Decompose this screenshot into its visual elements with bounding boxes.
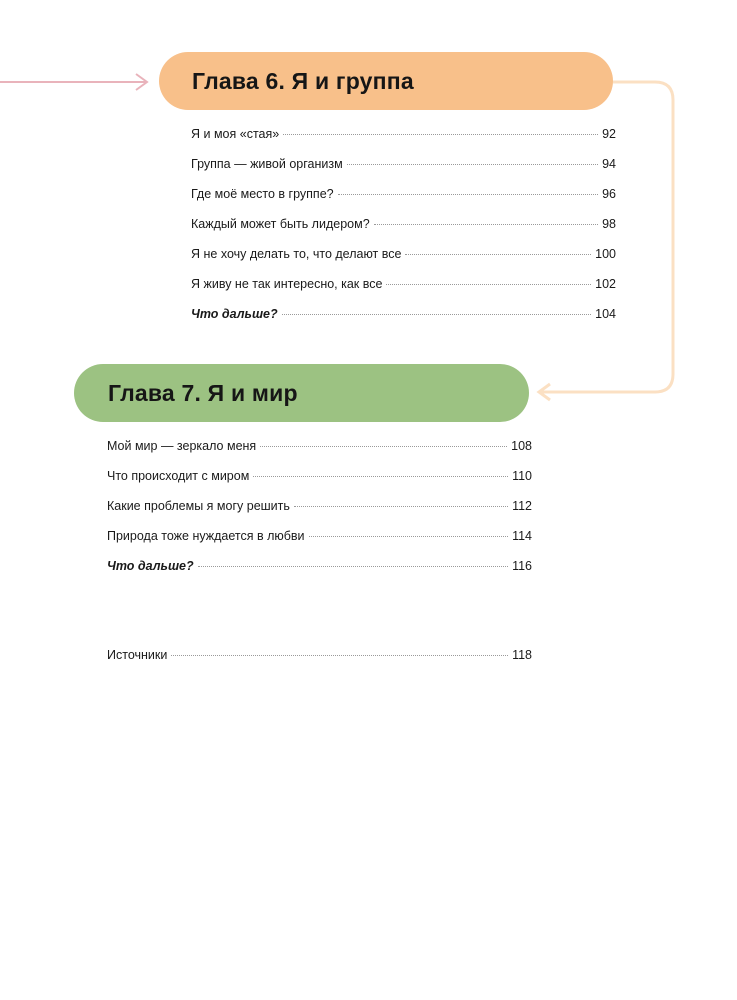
chapter-7-title: Глава 7. Я и мир xyxy=(108,379,298,406)
toc-entry-title: Группа — живой организм xyxy=(191,157,343,171)
toc-entry[interactable] xyxy=(107,499,532,529)
chapter-7-toc xyxy=(107,439,532,589)
toc-entry-title: Мой мир — зеркало меня xyxy=(107,439,257,453)
toc-entry[interactable] xyxy=(107,559,532,589)
toc-entry-title: Я не хочу делать то, что делают все xyxy=(191,247,402,261)
toc-page-number: 100 xyxy=(595,247,616,261)
dot-leader xyxy=(283,134,598,135)
dot-leader xyxy=(338,194,598,195)
dot-leader xyxy=(309,536,509,537)
toc-entry[interactable] xyxy=(191,187,616,217)
toc-entry[interactable] xyxy=(191,157,616,187)
toc-page-number: 112 xyxy=(512,499,532,513)
dot-leader xyxy=(171,655,508,656)
toc-page-number: 114 xyxy=(512,529,532,543)
toc-entry[interactable] xyxy=(191,217,616,247)
incoming-arrow-icon xyxy=(0,74,147,90)
toc-entry-title: Что происходит с миром xyxy=(107,469,250,483)
dot-leader xyxy=(374,224,598,225)
toc-entry-title: Источники xyxy=(107,648,168,662)
toc-entry[interactable] xyxy=(191,307,616,337)
toc-page-number: 98 xyxy=(602,217,616,231)
toc-entry[interactable] xyxy=(191,277,616,307)
toc-entry[interactable] xyxy=(107,439,532,469)
toc-entry-title: Я живу не так интересно, как все xyxy=(191,277,383,291)
chapter-6-title: Глава 6. Я и группа xyxy=(192,67,414,94)
chapter-7-header xyxy=(74,364,529,422)
toc-entry-title: Я и моя «стая» xyxy=(191,127,280,141)
toc-page-number: 102 xyxy=(595,277,616,291)
toc-page-number: 108 xyxy=(511,439,532,453)
toc-entry[interactable] xyxy=(191,127,616,157)
toc-page-number: 92 xyxy=(602,127,616,141)
toc-entry-title: Что дальше? xyxy=(191,307,278,321)
toc-page-number: 94 xyxy=(602,157,616,171)
dot-leader xyxy=(260,446,507,447)
toc-page-number: 116 xyxy=(512,559,532,573)
chapter-6-toc xyxy=(191,127,616,337)
toc-entry[interactable] xyxy=(107,648,532,678)
toc-entry-title: Где моё место в группе? xyxy=(191,187,334,201)
toc-entry[interactable] xyxy=(107,529,532,559)
sources-toc xyxy=(107,648,532,678)
toc-page-number: 118 xyxy=(512,648,532,662)
toc-entry[interactable] xyxy=(191,247,616,277)
toc-page-number: 110 xyxy=(512,469,532,483)
toc-entry[interactable] xyxy=(107,469,532,499)
dot-leader xyxy=(386,284,591,285)
dot-leader xyxy=(198,566,508,567)
dot-leader xyxy=(253,476,508,477)
dot-leader xyxy=(282,314,592,315)
toc-entry-title: Каждый может быть лидером? xyxy=(191,217,370,231)
dot-leader xyxy=(347,164,598,165)
toc-page-number: 96 xyxy=(602,187,616,201)
toc-entry-title: Какие проблемы я могу решить xyxy=(107,499,290,513)
toc-entry-title: Природа тоже нуждается в любви xyxy=(107,529,305,543)
chapter-6-header xyxy=(159,52,613,110)
toc-entry-title: Что дальше? xyxy=(107,559,194,573)
dot-leader xyxy=(405,254,591,255)
dot-leader xyxy=(294,506,508,507)
toc-page-number: 104 xyxy=(595,307,616,321)
